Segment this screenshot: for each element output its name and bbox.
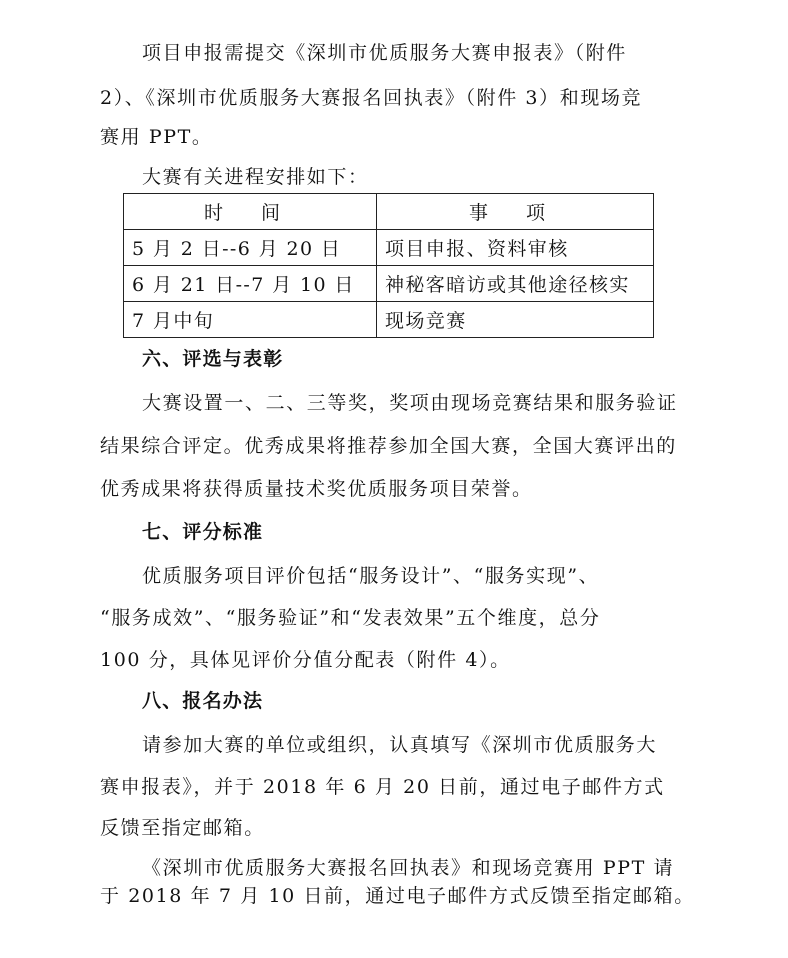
schedule-cell-time: 6 月 21 日--7 月 10 日 [124,266,377,302]
schedule-cell-item: 神秘客暗访或其他途径核实 [377,266,654,302]
section7-line-1: 优质服务项目评价包括“服务设计”、“服务实现”、 [142,565,600,587]
intro-line-2: 2）、《深圳市优质服务大赛报名回执表》（附件 3）和现场竞 [100,87,643,109]
section7-line-2: “服务成效”、“服务验证”和“发表效果”五个维度，总分 [100,607,601,629]
schedule-cell-item: 项目申报、资料审核 [377,230,654,266]
schedule-header-row [124,194,654,230]
schedule-header-item: 事 项 [377,194,654,230]
section6-heading: 六、评选与表彰 [142,348,284,370]
schedule-table [123,193,654,338]
section8-para1-line-3: 反馈至指定邮箱。 [100,817,265,839]
schedule-cell-time: 5 月 2 日--6 月 20 日 [124,230,377,266]
section8-para1-line-2: 赛申报表》，并于 2018 年 6 月 20 日前，通过电子邮件方式 [100,776,665,798]
section8-para2-line-2: 于 2018 年 7 月 10 日前，通过电子邮件方式反馈至指定邮箱。 [100,885,695,907]
section6-line-3: 优秀成果将获得质量技术奖优质服务项目荣誉。 [100,478,533,500]
section7-heading: 七、评分标准 [142,521,264,543]
schedule-intro: 大赛有关进程安排如下： [142,166,369,188]
section6-line-2: 结果综合评定。优秀成果将推荐参加全国大赛，全国大赛评出的 [100,435,677,457]
table-row [124,266,654,302]
table-row [124,302,654,338]
schedule-cell-item: 现场竞赛 [377,302,654,338]
section8-heading: 八、报名办法 [142,690,264,712]
schedule-cell-time: 7 月中旬 [124,302,377,338]
intro-line-1: 项目申报需提交《深圳市优质服务大赛申报表》（附件 [142,42,627,64]
section8-para1-line-1: 请参加大赛的单位或组织，认真填写《深圳市优质服务大 [142,734,658,756]
intro-line-3: 赛用 PPT。 [100,126,213,148]
section7-line-3: 100 分，具体见评价分值分配表（附件 4）。 [100,649,511,671]
section8-para2-line-1: 《深圳市优质服务大赛报名回执表》和现场竞赛用 PPT 请 [142,857,675,879]
schedule-header-time: 时 间 [124,194,377,230]
table-row [124,230,654,266]
section6-line-1: 大赛设置一、二、三等奖，奖项由现场竞赛结果和服务验证 [142,392,678,414]
